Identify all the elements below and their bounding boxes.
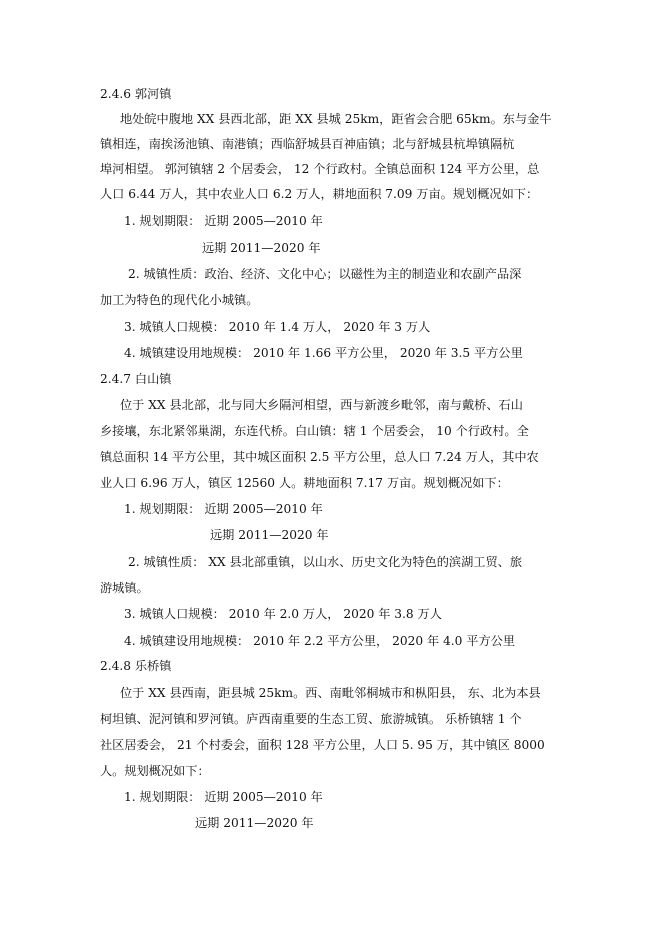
guohe-nature-line-1: 2. 城镇性质：政治、经济、文化中心；以磁性为主的制造业和农副产品深 [128,267,522,281]
guohe-land: 4. 城镇建设用地规模： 2010 年 1.66 平方公里， 2020 年 3.5 平方公里 [124,346,523,360]
section-heading-baishan: 2.4.7 白山镇 [100,372,172,386]
leqiao-plan-far: 远期 2011—2020 年 [195,816,314,830]
baishan-nature-line-1: 2. 城镇性质： XX 县北部重镇，以山水、历史文化为特色的滨湖工贸、旅 [128,555,523,569]
baishan-intro-line-4: 业人口 6.96 万人，镇区 12560 人。耕地面积 7.17 万亩。规划概况如下： [100,476,509,490]
guohe-intro-line-4: 人口 6.44 万人，其中农业人口 6.2 万人，耕地面积 7.09 万亩。规划概况如下： [100,187,539,201]
guohe-intro-line-1: 地处皖中腹地 XX 县西北部，距 XX 县城 25km，距省会合肥 65km。东与金牛 [120,112,552,126]
baishan-intro-line-1: 位于 XX 县北部，北与同大乡隔河相望，西与新渡乡毗邻，南与戴桥、石山 [120,398,523,412]
section-heading-guohe: 2.4.6 郭河镇 [100,87,172,101]
baishan-intro-line-3: 镇总面积 14 平方公里，其中城区面积 2.5 平方公里，总人口 7.24 万人，其中农 [100,450,539,464]
baishan-land: 4. 城镇建设用地规模： 2010 年 2.2 平方公里， 2020 年 4.0 平方公里 [124,634,516,648]
guohe-nature-line-2: 加工为特色的现代化小城镇。 [100,293,259,307]
leqiao-intro-line-1: 位于 XX 县西南，距县城 25km。西、南毗邻桐城市和枞阳县， 东、北为本县 [120,686,541,700]
leqiao-intro-line-2: 柯坦镇、泥河镇和罗河镇。庐西南重要的生态工贸、旅游城镇。 乐桥镇辖 1 个 [100,712,522,726]
leqiao-intro-line-3: 社区居委会， 21 个村委会，面积 128 平方公里，人口 5. 95 万，其中镇区 8000 [100,738,545,752]
guohe-intro-line-2: 镇相连，南挨汤池镇、南港镇；西临舒城县百神庙镇；北与舒城县杭埠镇隔杭 [100,137,515,151]
baishan-intro-line-2: 乡接壤，东北紧邻巢湖，东连代桥。白山镇：辖 1 个居委会， 10 个行政村。全 [100,424,529,438]
leqiao-intro-line-4: 人。规划概况如下： [100,764,210,778]
guohe-population: 3. 城镇人口规模： 2010 年 1.4 万人， 2020 年 3 万人 [124,320,431,334]
guohe-plan-period: 1. 规划期限： 近期 2005—2010 年 [124,214,323,228]
baishan-nature-line-2: 游城镇。 [100,581,149,595]
guohe-intro-line-3: 埠河相望。 郭河镇辖 2 个居委会， 12 个行政村。全镇总面积 124 平方公里，总 [100,162,540,176]
baishan-plan-period: 1. 规划期限： 近期 2005—2010 年 [124,502,323,516]
leqiao-plan-period: 1. 规划期限： 近期 2005—2010 年 [124,790,323,804]
section-heading-leqiao: 2.4.8 乐桥镇 [100,659,172,673]
baishan-population: 3. 城镇人口规模： 2010 年 2.0 万人， 2020 年 3.8 万人 [124,607,442,621]
baishan-plan-far: 远期 2011—2020 年 [210,528,329,542]
guohe-plan-far: 远期 2011—2020 年 [202,241,321,255]
